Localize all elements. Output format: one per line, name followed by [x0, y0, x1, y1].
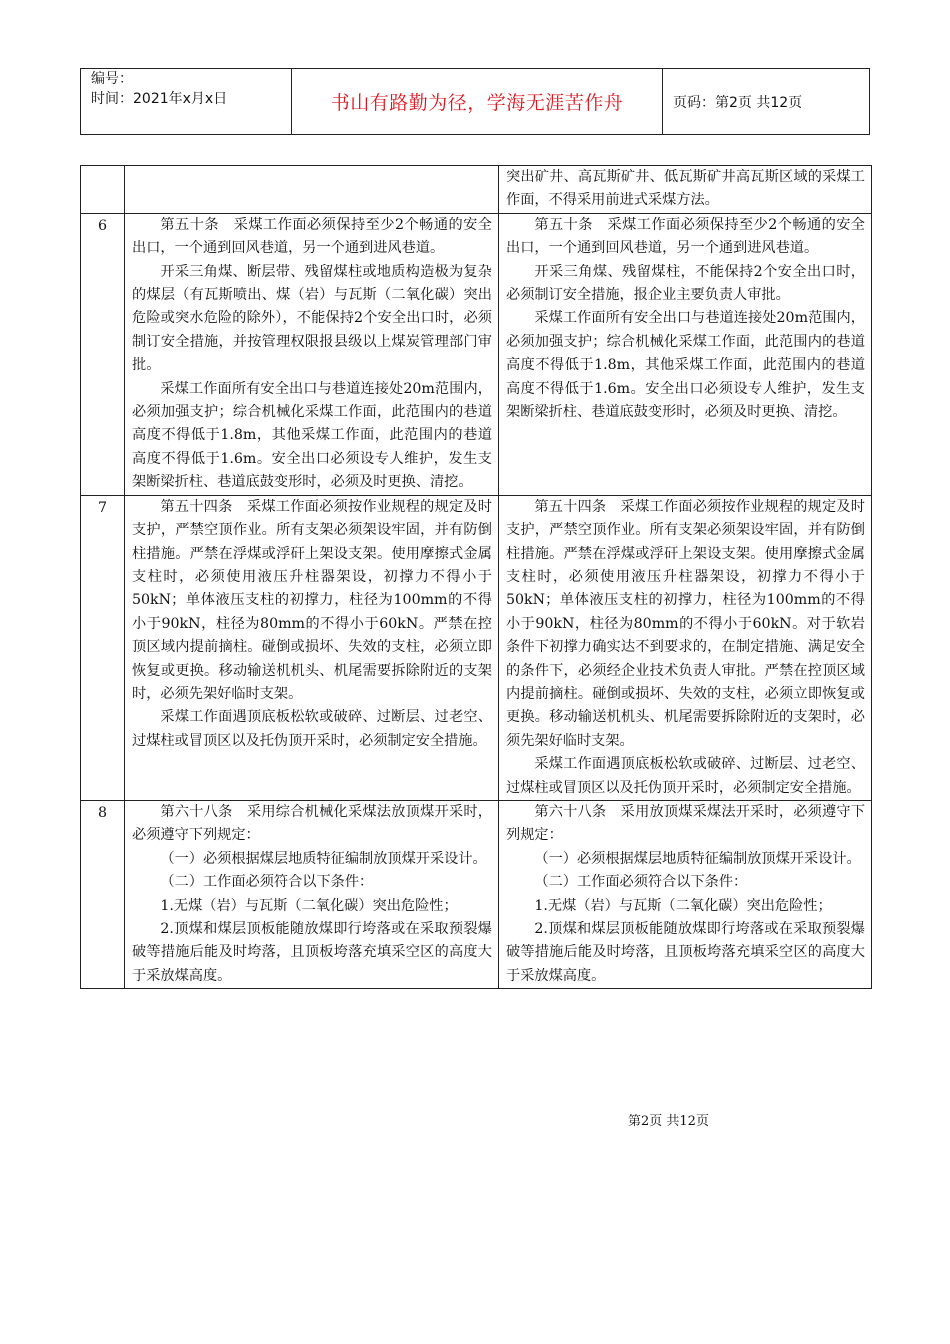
clause-paragraph: 采煤工作面遇顶底板松软或破碎、过断层、过老空、过煤柱或冒顶区以及托伪顶开采时，必须制定安全措施。 [506, 756, 865, 796]
clause-paragraph: （二）工作面必须符合以下条件： [160, 874, 374, 891]
row-number-text: 8 [97, 804, 108, 821]
table-row [81, 213, 872, 495]
table-row [81, 166, 872, 214]
clause-paragraph: 采煤工作面所有安全出口与巷道连接处20m范围内，必须加强支护；综合机械化采煤工作面，此范围内的巷道高度不得低于1.8m，其他采煤工作面，此范围内的巷道高度不得低于1.6m。安全出口必须设专人维护，发生支架断梁折柱、巷道底鼓变形时，必须及时更换、清挖。 [506, 310, 865, 421]
clause-paragraph: 第五十四条 采煤工作面必须按作业规程的规定及时支护，严禁空顶作业。所有支架必须架设牢固，并有防倒柱措施。严禁在浮煤或浮矸上架设支架。使用摩擦式金属支柱时，必须使用液压升柱器架设，初撑力不得小于50kN；单体液压支柱的初撑力，柱径为100mm的不得小于90kN，柱径为80mm的不得小于60kN。对于软岩条件下初撑力确实达不到要求的，在制定措施、满足安全的条件下，必须经企业技术负责人审批。严禁在控顶区域内提前摘柱。碰倒或损坏、失效的支柱，必须立即恢复或更换。移动输送机机头、机尾需要拆除附近的支架时，必须先架好临时支架。 [506, 498, 865, 749]
original-clause-cell [125, 166, 499, 214]
clause-paragraph: 第五十条 采煤工作面必须保持至少2个畅通的安全出口，一个通到回风巷道，另一个通到进风巷道。 [132, 216, 492, 257]
clause-paragraph: 突出矿井、高瓦斯矿井、低瓦斯矿井高瓦斯区域的采煤工作面，不得采用前进式采煤方法。 [506, 169, 865, 209]
row-number [81, 495, 125, 800]
table-row [81, 800, 872, 988]
row-number [81, 800, 125, 988]
original-clause-cell [125, 495, 499, 800]
row-number-text: 6 [97, 217, 108, 234]
clause-paragraph: （二）工作面必须符合以下条件： [534, 874, 748, 891]
revised-clause-cell [499, 213, 872, 495]
original-clause-cell [125, 800, 499, 988]
table-row [81, 495, 872, 800]
clause-paragraph: 2.顶煤和煤层顶板能随放煤即行垮落或在采取预裂爆破等措施后能及时垮落，且顶板垮落充填采空区的高度大于采放煤高度。 [506, 921, 865, 984]
clause-paragraph: （一）必须根据煤层地质特征编制放顶煤开采设计。 [534, 850, 861, 867]
time-label: 时间：2021年x月x日 [91, 91, 228, 107]
clause-paragraph: 第六十八条 采用综合机械化采煤法放顶煤开采时，必须遵守下列规定： [132, 803, 492, 844]
document-header [80, 68, 870, 135]
original-clause-cell [125, 213, 499, 495]
clause-paragraph: 采煤工作面遇顶底板松软或破碎、过断层、过老空、过煤柱或冒顶区以及托伪顶开采时，必须制定安全措施。 [132, 709, 492, 749]
clause-paragraph: 1.无煤（岩）与瓦斯（二氧化碳）突出危险性； [534, 897, 832, 914]
row-number-text: 7 [97, 499, 108, 516]
clause-paragraph: 开采三角煤、残留煤柱，不能保持2个安全出口时，必须制订安全措施，报企业主要负责人审批。 [506, 263, 865, 304]
clause-paragraph: 第五十条 采煤工作面必须保持至少2个畅通的安全出口，一个通到回风巷道，另一个通到进风巷道。 [506, 216, 865, 257]
comparison-table [80, 165, 872, 989]
clause-paragraph: （一）必须根据煤层地质特征编制放顶煤开采设计。 [160, 850, 487, 867]
serial-label: 编号： [91, 71, 133, 87]
header-motto: 书山有路勤为径，学海无涯苦作舟 [292, 69, 663, 135]
row-number-text [81, 166, 124, 167]
row-number [81, 213, 125, 495]
revised-clause-cell [499, 495, 872, 800]
header-page-label: 页码：第2页 共12页 [663, 69, 870, 135]
row-number [81, 166, 125, 214]
revised-clause-cell [499, 166, 872, 214]
header-meta [81, 69, 292, 135]
clause-paragraph: 1.无煤（岩）与瓦斯（二氧化碳）突出危险性； [160, 897, 458, 914]
clause-paragraph: 2.顶煤和煤层顶板能随放煤即行垮落或在采取预裂爆破等措施后能及时垮落，且顶板垮落充填采空区的高度大于采放煤高度。 [132, 921, 492, 984]
revised-clause-cell [499, 800, 872, 988]
clause-paragraph: 采煤工作面所有安全出口与巷道连接处20m范围内，必须加强支护；综合机械化采煤工作面，此范围内的巷道高度不得低于1.8m，其他采煤工作面，此范围内的巷道高度不得低于1.6m。安全出口必须设专人维护，发生支架断梁折柱、巷道底鼓变形时，必须及时更换、清挖。 [132, 380, 492, 491]
clause-paragraph: 第五十四条 采煤工作面必须按作业规程的规定及时支护，严禁空顶作业。所有支架必须架设牢固，并有防倒柱措施。严禁在浮煤或浮矸上架设支架。使用摩擦式金属支柱时，必须使用液压升柱器架设，初撑力不得小于50kN；单体液压支柱的初撑力，柱径为100mm的不得小于90kN，柱径为80mm的不得小于60kN。严禁在控顶区域内提前摘柱。碰倒或损坏、失效的支柱，必须立即恢复或更换。移动输送机机头、机尾需要拆除附近的支架时，必须先架好临时支架。 [132, 498, 492, 702]
clause-paragraph: 第六十八条 采用放顶煤采煤法开采时，必须遵守下列规定： [506, 803, 865, 844]
page-number: 第2页 共12页 [628, 1114, 709, 1129]
clause-paragraph: 开采三角煤、断层带、残留煤柱或地质构造极为复杂的煤层（有瓦斯喷出、煤（岩）与瓦斯（二氧化碳）突出危险或突水危险的除外），不能保持2个安全出口时，必须制订安全措施，并按管理权限报县级以上煤炭管理部门审批。 [132, 263, 492, 374]
